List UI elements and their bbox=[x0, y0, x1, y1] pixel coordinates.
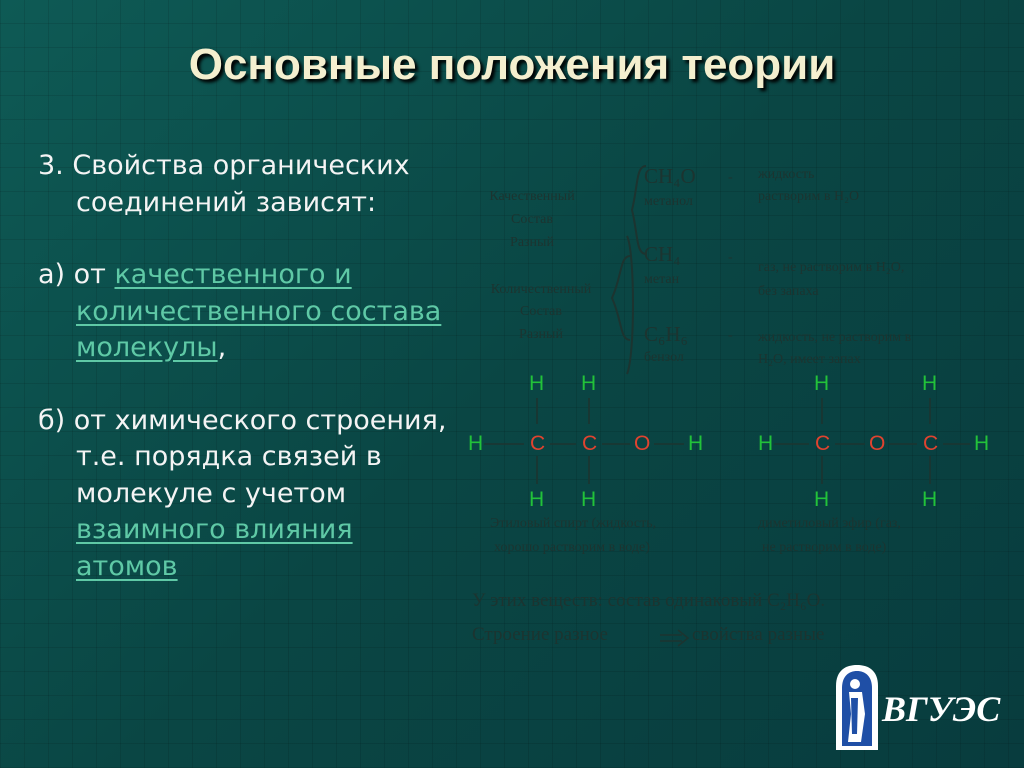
atom-h: H bbox=[974, 432, 990, 455]
atom-c: C bbox=[530, 432, 546, 455]
caption-ethanol-1: Этиловый спирт (жидкость, bbox=[490, 516, 657, 531]
atom-h: H bbox=[922, 488, 938, 511]
atom-h: H bbox=[922, 372, 938, 395]
atom-h: H bbox=[814, 372, 830, 395]
item-a-prefix: а) от bbox=[38, 259, 115, 290]
atom-h: H bbox=[581, 488, 597, 511]
props-methane-1: газ, не растворим в H₂O, bbox=[758, 260, 905, 275]
formula-methane: CH₄ bbox=[644, 242, 681, 266]
dash-2: - bbox=[728, 250, 733, 265]
item-a-link[interactable]: качественного и количественного состава молекулы bbox=[76, 259, 442, 363]
atom-h: H bbox=[468, 432, 484, 455]
bottom-line-1: У этих веществ: состав одинаковый C₂H₆O. bbox=[472, 590, 826, 611]
props-benzene-1: жидкость, не растворим в bbox=[758, 330, 912, 345]
bottom-line-2-right: свойства разные bbox=[692, 624, 825, 645]
label-sostav-2: Состав bbox=[519, 304, 562, 319]
item-b-link[interactable]: взаимного влияния атомов bbox=[76, 514, 353, 582]
bottom-line-2-left: Строение разное bbox=[472, 624, 608, 645]
props-methanol-1: жидкость bbox=[758, 167, 815, 182]
name-methane: метан bbox=[644, 272, 680, 287]
label-kachestvennyi: Качественный bbox=[489, 189, 575, 204]
slide-body bbox=[38, 148, 458, 585]
university-logo bbox=[834, 664, 1014, 750]
atom-h: H bbox=[814, 488, 830, 511]
label-raznyi-2: Разный bbox=[519, 327, 563, 342]
figure-lines bbox=[462, 158, 1002, 658]
caption-ethanol-2: хорошо растворим в воде) bbox=[494, 540, 650, 555]
caption-ether-2: не растворим в воде) bbox=[762, 540, 887, 555]
atom-c: C bbox=[815, 432, 831, 455]
dash-1: - bbox=[728, 170, 733, 185]
point-heading: 3. Свойства органических соединений зависят: bbox=[38, 150, 410, 218]
chemistry-figure bbox=[462, 158, 1002, 658]
name-benzene: бензол bbox=[644, 350, 684, 365]
label-kolichestvennyi: Количественный bbox=[490, 282, 592, 297]
item-b-text: б) от химического строения, т.е. порядка связей в молекуле с учетом bbox=[38, 404, 447, 509]
statue-emblem-icon bbox=[834, 664, 880, 750]
atom-h: H bbox=[758, 432, 774, 455]
formula-benzene: C₆H₆ bbox=[644, 322, 688, 346]
atom-h: H bbox=[529, 488, 545, 511]
caption-ether-1: диметиловый эфир (газ, bbox=[758, 516, 901, 531]
atom-h: H bbox=[688, 432, 704, 455]
atom-c: C bbox=[582, 432, 598, 455]
atom-h: H bbox=[581, 372, 597, 395]
formula-methanol: CH₄O bbox=[644, 164, 696, 188]
atom-o: O bbox=[634, 432, 651, 455]
atom-h: H bbox=[529, 372, 545, 395]
item-b bbox=[38, 403, 458, 586]
dash-3: - bbox=[728, 328, 733, 343]
item-a: а) от качественного и количественного состава молекулы, bbox=[38, 259, 442, 363]
props-methane-2: без запаха bbox=[758, 284, 819, 299]
name-methanol: метанол bbox=[644, 194, 693, 209]
props-methanol-2: растворим в H₂O bbox=[758, 189, 860, 204]
props-benzene-2: H₂O, имеет запах bbox=[758, 352, 861, 367]
label-raznyi-1: Разный bbox=[510, 235, 554, 250]
label-sostav-1: Состав bbox=[510, 212, 553, 227]
logo-text: ВГУЭС bbox=[882, 689, 1001, 729]
atom-c: C bbox=[923, 432, 939, 455]
atom-o: O bbox=[869, 432, 886, 455]
slide-title: Основные положения теории bbox=[188, 40, 836, 89]
